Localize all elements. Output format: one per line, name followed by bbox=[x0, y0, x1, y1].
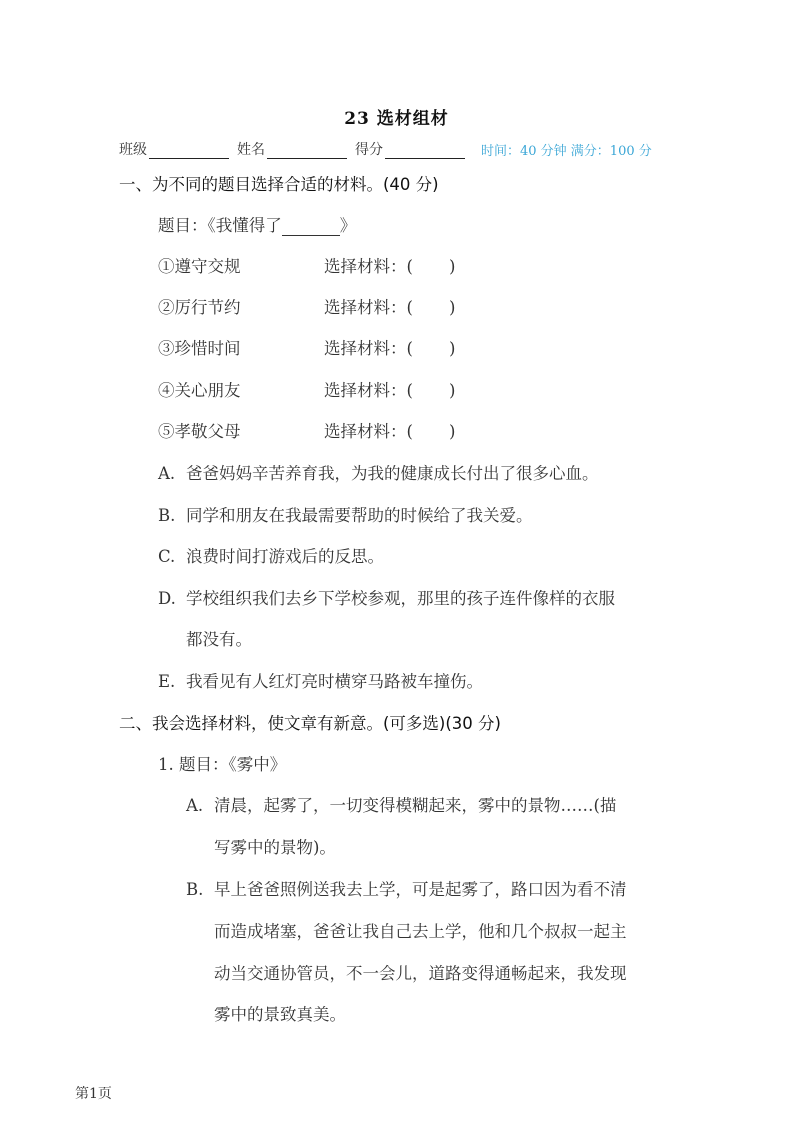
close-paren: ) bbox=[448, 257, 456, 276]
option-text: 清晨，起雾了，一切变得模糊起来，雾中的景物……(描 bbox=[214, 796, 617, 815]
option-b-continued: 而造成堵塞，爸爸让我自己去上学，他和几个叔叔一起主 bbox=[214, 922, 627, 941]
material-text: 同学和朋友在我最需要帮助的时候给了我关爱。 bbox=[186, 506, 533, 525]
topic-prefix: 题目：《我懂得了 bbox=[158, 216, 282, 235]
section2-heading: 二、我会选择材料，使文章有新意。(可多选)(30 分) bbox=[119, 714, 501, 733]
page-number: 第1页 bbox=[75, 1086, 112, 1102]
option-a bbox=[186, 792, 616, 816]
option-text: 早上爸爸照例送我去上学，可是起雾了，路口因为看不清 bbox=[214, 880, 627, 899]
material-b bbox=[158, 502, 533, 526]
choice-label: ④关心朋友 bbox=[158, 381, 241, 400]
material-d bbox=[158, 585, 615, 609]
score-blank[interactable] bbox=[385, 144, 465, 159]
option-a-continued: 写雾中的景物)。 bbox=[214, 838, 336, 857]
choice-row bbox=[158, 377, 455, 401]
close-paren: ) bbox=[448, 422, 456, 441]
select-label: 选择材料：( bbox=[324, 339, 413, 358]
choice-label: ②厉行节约 bbox=[158, 298, 241, 317]
material-e bbox=[158, 668, 483, 692]
choice-row bbox=[158, 418, 455, 442]
choice-row bbox=[158, 253, 455, 277]
choice-row bbox=[158, 294, 455, 318]
choice-label: ①遵守交规 bbox=[158, 257, 241, 276]
material-letter: D. bbox=[158, 589, 176, 608]
section1-topic bbox=[158, 212, 356, 236]
close-paren: ) bbox=[448, 298, 456, 317]
section1-heading: 一、为不同的题目选择合适的材料。(40 分) bbox=[119, 175, 439, 194]
close-paren: ) bbox=[448, 381, 456, 400]
material-d-continued: 都没有。 bbox=[186, 630, 252, 649]
material-a bbox=[158, 460, 599, 484]
material-text: 我看见有人红灯亮时横穿马路被车撞伤。 bbox=[186, 672, 483, 691]
option-b-continued: 雾中的景致真美。 bbox=[214, 1005, 346, 1024]
question-1-label: 1. 题目：《雾中》 bbox=[158, 755, 287, 774]
select-label: 选择材料：( bbox=[324, 257, 413, 276]
material-letter: B. bbox=[158, 506, 176, 525]
choice-row bbox=[158, 335, 455, 359]
page-title: 23 选材组材 bbox=[344, 109, 449, 129]
option-b-continued: 动当交通协管员，不一会儿，道路变得通畅起来，我发现 bbox=[214, 964, 627, 983]
material-text: 爸爸妈妈辛苦养育我，为我的健康成长付出了很多心血。 bbox=[186, 464, 599, 483]
select-label: 选择材料：( bbox=[324, 381, 413, 400]
select-label: 选择材料：( bbox=[324, 422, 413, 441]
option-letter: B. bbox=[186, 880, 204, 899]
select-label: 选择材料：( bbox=[324, 298, 413, 317]
material-text: 学校组织我们去乡下学校参观，那里的孩子连件像样的衣服 bbox=[186, 589, 615, 608]
name-label: 姓名 bbox=[237, 142, 265, 158]
name-blank[interactable] bbox=[267, 144, 347, 159]
material-text: 浪费时间打游戏后的反思。 bbox=[186, 547, 384, 566]
choice-label: ③珍惜时间 bbox=[158, 339, 241, 358]
topic-suffix: 》 bbox=[339, 216, 357, 235]
material-letter: A. bbox=[158, 464, 176, 483]
timing-info: 时间：40 分钟 满分：100 分 bbox=[481, 144, 652, 159]
close-paren: ) bbox=[448, 339, 456, 358]
topic-blank[interactable] bbox=[282, 219, 340, 236]
class-label: 班级 bbox=[119, 142, 147, 158]
option-letter: A. bbox=[186, 796, 204, 815]
material-c bbox=[158, 543, 384, 567]
choice-label: ⑤孝敬父母 bbox=[158, 422, 241, 441]
score-label: 得分 bbox=[355, 142, 383, 158]
material-letter: C. bbox=[158, 547, 176, 566]
option-b bbox=[186, 876, 627, 900]
class-blank[interactable] bbox=[149, 144, 229, 159]
student-info-row bbox=[119, 139, 652, 159]
material-letter: E. bbox=[158, 672, 176, 691]
